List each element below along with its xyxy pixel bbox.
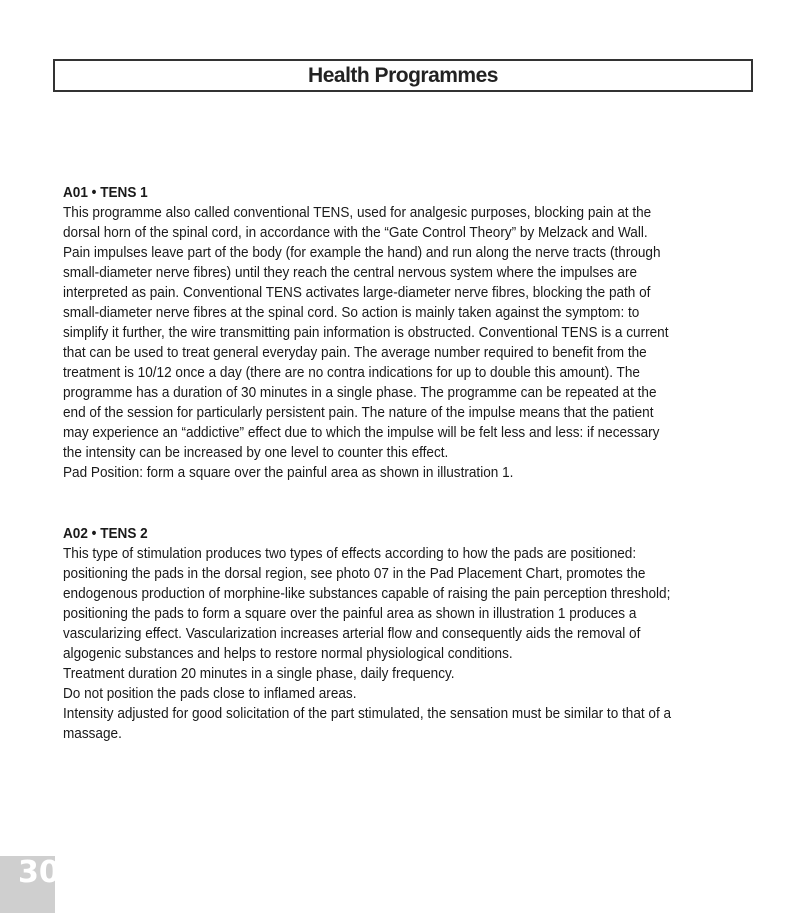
page-title-box bbox=[53, 59, 753, 92]
page-title: Health Programmes bbox=[308, 63, 498, 87]
page-number: 30 bbox=[18, 855, 60, 890]
treatment-duration-note: Treatment duration 20 minutes in a single phase, daily frequency. bbox=[63, 666, 455, 682]
section-paragraph: This programme also called conventional TENS, used for analgesic purposes, blocking pain at the dorsal horn of the spinal cord, in accordance with the “Gate Control Theory” by Melzack and Wall. Pain impulses leave part of the body (for example the hand) and run along the nerve tracts (through small-diameter nerve fibres) until they reach the central nervous system where the impulses are interpreted as pain. Conventional TENS activates large-diameter nerve fibres, blocking the path of small-diameter nerve fibres at the spinal cord. So action is mainly taken against the symptom: to simplify it further, the wire transmitting pain information is obstructed. Conventional TENS is a current that can be used to treat general everyday pain. The average number required to benefit from the treatment is 10/12 once a day (there are no contra indications for up to double this amount). The programme has a duration of 30 minutes in a single phase. The programme can be repeated at the end of the session for particularly persistent pain. The nature of the impulse means that the patient may experience an “addictive” effect due to which the impulse will be felt less and less: if necessary the intensity can be increased by one level to counter this effect. bbox=[63, 205, 669, 461]
section-a02-tens2 bbox=[63, 524, 677, 744]
page-number-tab bbox=[0, 855, 60, 913]
section-heading: A02 • TENS 2 bbox=[63, 526, 148, 542]
intensity-note: Intensity adjusted for good solicitation of the part stimulated, the sensation must be similar to that of a massage. bbox=[63, 706, 672, 742]
pad-warning-note: Do not position the pads close to inflamed areas. bbox=[63, 686, 357, 702]
pad-position-note: Pad Position: form a square over the painful area as shown in illustration 1. bbox=[63, 465, 514, 481]
section-heading: A01 • TENS 1 bbox=[63, 185, 148, 201]
section-a01-tens1 bbox=[63, 183, 677, 483]
section-paragraph: This type of stimulation produces two types of effects according to how the pads are positioned: positioning the pads in the dorsal region, see photo 07 in the Pad Placement Chart, promotes the endogenous production of morphine-like substances capable of raising the pain perception threshold; positioning the pads to form a square over the painful area as shown in illustration 1 produces a vascularizing effect. Vascularization increases arterial flow and consequently aids the removal of algogenic substances and helps to restore normal physiological conditions. bbox=[63, 546, 671, 662]
